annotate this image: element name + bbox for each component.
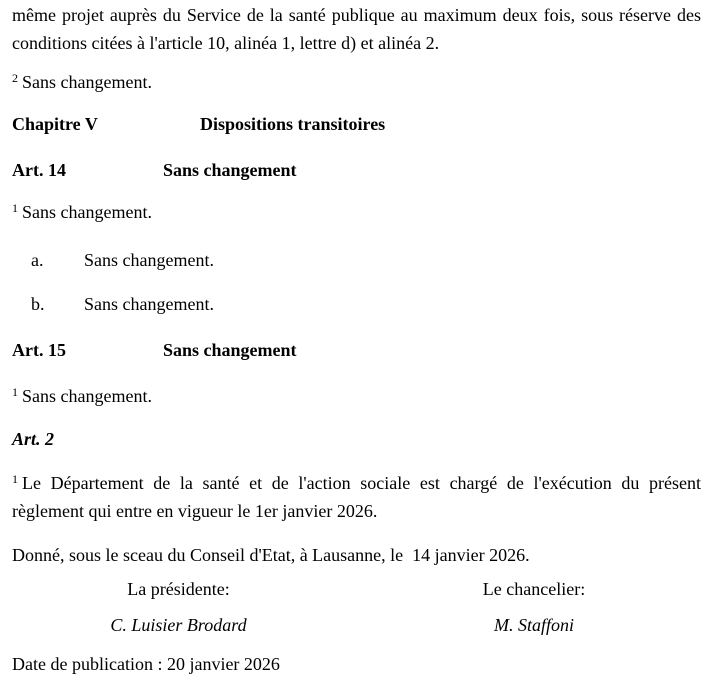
chapter-5-heading [12,110,701,138]
list-item-a-marker: a. [31,250,44,270]
list-item-b [12,290,701,318]
president-name: C. Luisier Brodard [110,615,247,635]
alinea-1-text: Sans changement. [22,202,152,222]
article-2-alinea-1 [12,469,701,525]
article-14-number: Art. 14 [12,160,66,180]
publication-date: Date de publication : 20 janvier 2026 [12,654,280,674]
chapter-title: Dispositions transitoires [200,114,386,134]
alinea-1-text: Le Département de la santé et de l'action sociale est chargé de l'exécution du présent règlement qui entre en vigueur le 1er janvier 2026. [12,473,701,521]
list-item-a-text: Sans changement. [84,250,214,270]
alinea-1-text: Sans changement. [22,386,152,406]
seal-line: Donné, sous le sceau du Conseil d'Etat, à Lausanne, le 14 janvier 2026. [12,545,530,565]
list-item-a [12,246,701,274]
article-15-number: Art. 15 [12,340,66,360]
president-title: La présidente: [127,579,230,599]
article-14-title: Sans changement [163,160,297,180]
list-item-b-marker: b. [31,294,45,314]
article-14-heading [12,156,701,184]
alinea-2-paragraph [12,68,701,96]
signature-titles-row [12,575,701,603]
signature-names-row [12,611,701,639]
article-2-heading: Art. 2 [12,429,55,449]
article-15-alinea-1 [12,382,701,410]
article-15-title: Sans changement [163,340,297,360]
alinea-1-number: 1 [12,385,18,399]
article-14-alinea-1 [12,198,701,226]
alinea-1-number: 1 [12,201,18,215]
alinea-1-number: 1 [12,472,18,486]
article-15-heading [12,336,701,364]
intro-paragraph: même projet auprès du Service de la santé publique au maximum deux fois, sous réserve des conditions citées à l'article 10, alinéa 1, lettre d) et alinéa 2. [12,5,701,53]
chapter-number: Chapitre V [12,114,98,134]
alinea-2-text: Sans changement. [22,72,152,92]
chancellor-title: Le chancelier: [482,579,586,599]
chancellor-name: M. Staffoni [494,615,574,635]
alinea-2-number: 2 [12,71,18,85]
list-item-b-text: Sans changement. [84,294,214,314]
